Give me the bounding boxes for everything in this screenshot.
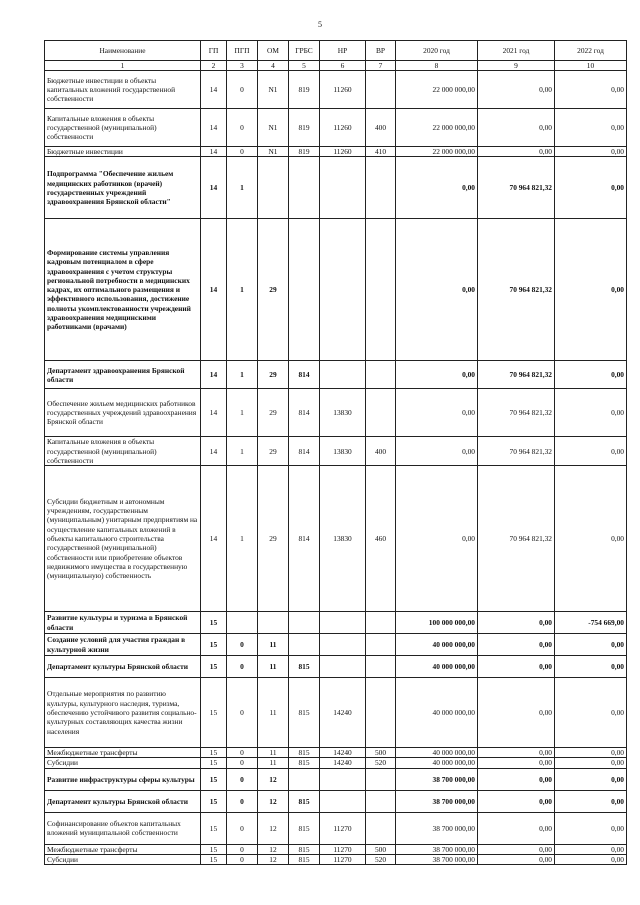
row-om-cell: 12 [258,855,289,865]
row-gp-cell: 15 [201,855,227,865]
row-2022-cell: 0,00 [555,219,627,361]
table-row [45,361,627,389]
row-2021-cell: 0,00 [478,612,555,634]
row-om-cell: 29 [258,437,289,466]
row-vr-cell: 400 [366,437,396,466]
row-nr-cell: 13830 [320,437,366,466]
row-2021-cell: 70 964 821,32 [478,466,555,612]
row-gp-cell: 15 [201,678,227,748]
row-2021-cell: 0,00 [478,768,555,790]
row-nr-cell [320,790,366,812]
table-row [45,678,627,748]
row-om-cell: 29 [258,361,289,389]
row-grbs-cell [289,612,320,634]
row-2021-cell: 70 964 821,32 [478,157,555,219]
row-name-cell: Формирование системы управления кадровым потенциалом в сфере здравоохранения с учетом структуры региональной потребности в медицинских кадрах, их оптимального размещения и эффективного использования, достижение полноты укомплектованности учреждений здравоохранения медицинскими работниками (врачами) [45,219,201,361]
row-name-cell: Обеспечение жильем медицинских работников государственных учреждений здравоохранения Брянской области [45,389,201,437]
row-grbs-cell: 814 [289,437,320,466]
row-gp-cell: 15 [201,634,227,656]
row-vr-cell [366,678,396,748]
row-2021-cell: 70 964 821,32 [478,219,555,361]
col-header-grbs: ГРБС [289,41,320,61]
row-name-cell: Софинансирование объектов капитальных вложений муниципальной собственности [45,812,201,844]
table-row [45,466,627,612]
row-2021-cell: 0,00 [478,634,555,656]
row-name-cell: Межбюджетные трансферты [45,748,201,758]
table-row [45,437,627,466]
row-om-cell: 29 [258,466,289,612]
row-vr-cell [366,71,396,109]
col-number: 1 [45,61,201,71]
row-2020-cell: 38 700 000,00 [396,844,478,854]
row-pgp-cell: 0 [227,758,258,768]
table-row [45,109,627,147]
row-gp-cell: 15 [201,758,227,768]
row-2020-cell: 100 000 000,00 [396,612,478,634]
row-grbs-cell: 815 [289,790,320,812]
row-pgp-cell: 0 [227,855,258,865]
row-2021-cell: 0,00 [478,147,555,157]
row-nr-cell [320,219,366,361]
table-row [45,634,627,656]
row-nr-cell [320,768,366,790]
header-row [45,41,627,61]
row-2020-cell: 40 000 000,00 [396,634,478,656]
row-vr-cell: 500 [366,844,396,854]
row-vr-cell: 400 [366,109,396,147]
table-row [45,147,627,157]
col-header-om: ОМ [258,41,289,61]
row-2022-cell: 0,00 [555,678,627,748]
row-pgp-cell: 0 [227,656,258,678]
row-2021-cell: 0,00 [478,748,555,758]
row-vr-cell [366,656,396,678]
row-om-cell [258,157,289,219]
row-om-cell: 11 [258,678,289,748]
row-2020-cell: 38 700 000,00 [396,768,478,790]
row-name-cell: Развитие культуры и туризма в Брянской области [45,612,201,634]
row-2022-cell: 0,00 [555,790,627,812]
row-vr-cell: 500 [366,748,396,758]
row-gp-cell: 14 [201,147,227,157]
row-name-cell: Межбюджетные трансферты [45,844,201,854]
row-om-cell: 11 [258,748,289,758]
table-row [45,612,627,634]
row-grbs-cell: 815 [289,748,320,758]
row-2021-cell: 70 964 821,32 [478,361,555,389]
row-grbs-cell: 815 [289,855,320,865]
row-2020-cell: 40 000 000,00 [396,748,478,758]
row-2020-cell: 40 000 000,00 [396,758,478,768]
col-number: 3 [227,61,258,71]
row-vr-cell: 460 [366,466,396,612]
row-2022-cell: 0,00 [555,656,627,678]
row-2020-cell: 40 000 000,00 [396,656,478,678]
row-2021-cell: 0,00 [478,758,555,768]
row-nr-cell: 13830 [320,389,366,437]
row-2022-cell: 0,00 [555,389,627,437]
row-om-cell [258,612,289,634]
row-nr-cell [320,634,366,656]
row-om-cell: 29 [258,389,289,437]
row-gp-cell: 14 [201,437,227,466]
col-header-pgp: ПГП [227,41,258,61]
row-vr-cell: 410 [366,147,396,157]
page-number: 5 [318,20,322,29]
row-vr-cell [366,157,396,219]
row-gp-cell: 14 [201,361,227,389]
row-gp-cell: 14 [201,219,227,361]
row-om-cell: 12 [258,844,289,854]
row-pgp-cell: 0 [227,634,258,656]
row-name-cell: Департамент здравоохранения Брянской области [45,361,201,389]
row-pgp-cell: 1 [227,437,258,466]
row-2020-cell: 0,00 [396,157,478,219]
row-grbs-cell: 815 [289,844,320,854]
row-nr-cell [320,157,366,219]
row-vr-cell [366,389,396,437]
table-row [45,768,627,790]
row-nr-cell: 11270 [320,844,366,854]
row-2021-cell: 0,00 [478,790,555,812]
row-grbs-cell: 815 [289,678,320,748]
row-pgp-cell: 0 [227,71,258,109]
row-om-cell: 11 [258,634,289,656]
col-header-gp: ГП [201,41,227,61]
row-grbs-cell [289,768,320,790]
row-2020-cell: 22 000 000,00 [396,109,478,147]
col-number: 4 [258,61,289,71]
row-nr-cell: 11260 [320,71,366,109]
row-2021-cell: 0,00 [478,812,555,844]
row-name-cell: Подпрограмма "Обеспечение жильем медицинских работников (врачей) государственных учреждений здравоохранения Брянской области" [45,157,201,219]
row-name-cell: Создание условий для участия граждан в культурной жизни [45,634,201,656]
row-2022-cell: 0,00 [555,437,627,466]
row-2022-cell: 0,00 [555,758,627,768]
row-name-cell: Субсидии [45,758,201,768]
row-vr-cell: 520 [366,855,396,865]
budget-table [44,40,627,865]
row-gp-cell: 14 [201,157,227,219]
row-pgp-cell: 0 [227,790,258,812]
table-row [45,758,627,768]
col-header-vr: ВР [366,41,396,61]
row-2021-cell: 70 964 821,32 [478,389,555,437]
row-pgp-cell: 0 [227,768,258,790]
row-grbs-cell: 819 [289,147,320,157]
row-om-cell: N1 [258,71,289,109]
row-pgp-cell: 1 [227,219,258,361]
row-nr-cell: 11270 [320,855,366,865]
row-grbs-cell: 819 [289,109,320,147]
row-grbs-cell [289,634,320,656]
row-om-cell: 11 [258,656,289,678]
row-grbs-cell: 814 [289,361,320,389]
row-2020-cell: 22 000 000,00 [396,71,478,109]
row-2021-cell: 0,00 [478,678,555,748]
table-row [45,748,627,758]
row-2022-cell: 0,00 [555,147,627,157]
row-vr-cell [366,812,396,844]
row-2022-cell: 0,00 [555,109,627,147]
row-om-cell: N1 [258,109,289,147]
row-om-cell: 12 [258,790,289,812]
col-header-name: Наименование [45,41,201,61]
row-gp-cell: 15 [201,768,227,790]
row-pgp-cell: 0 [227,678,258,748]
col-number: 8 [396,61,478,71]
row-name-cell: Субсидии бюджетным и автономным учреждениям, государственным (муниципальным) унитарным предприятиям на осуществление капитальных вложений в объекты капитального строительства государственной (муниципальной) собственности или приобретение объектов недвижимого имущества в государственную (муниципальную) собственность [45,466,201,612]
row-nr-cell: 11260 [320,109,366,147]
col-number: 10 [555,61,627,71]
row-pgp-cell: 0 [227,748,258,758]
row-2020-cell: 0,00 [396,389,478,437]
table-row [45,790,627,812]
row-grbs-cell: 815 [289,656,320,678]
row-grbs-cell: 814 [289,466,320,612]
row-2022-cell: 0,00 [555,634,627,656]
row-2022-cell: -754 669,00 [555,612,627,634]
row-grbs-cell [289,219,320,361]
row-2020-cell: 38 700 000,00 [396,855,478,865]
row-grbs-cell: 819 [289,71,320,109]
row-om-cell: 29 [258,219,289,361]
table-row [45,656,627,678]
row-nr-cell: 14240 [320,678,366,748]
row-om-cell: N1 [258,147,289,157]
row-gp-cell: 14 [201,71,227,109]
row-2020-cell: 38 700 000,00 [396,790,478,812]
row-nr-cell [320,656,366,678]
row-nr-cell: 14240 [320,748,366,758]
row-name-cell: Отдельные мероприятия по развитию культуры, культурного наследия, туризма, обеспечению устойчивого развития социально-культурных составляющих качества жизни населения [45,678,201,748]
col-header-2021: 2021 год [478,41,555,61]
row-nr-cell: 14240 [320,758,366,768]
col-number: 7 [366,61,396,71]
row-2020-cell: 0,00 [396,466,478,612]
row-vr-cell [366,361,396,389]
row-2022-cell: 0,00 [555,855,627,865]
row-nr-cell: 13830 [320,466,366,612]
row-gp-cell: 15 [201,656,227,678]
row-gp-cell: 15 [201,844,227,854]
row-pgp-cell: 0 [227,812,258,844]
row-2022-cell: 0,00 [555,812,627,844]
row-nr-cell [320,612,366,634]
column-number-row [45,61,627,71]
row-nr-cell: 11260 [320,147,366,157]
row-vr-cell [366,219,396,361]
row-2020-cell: 22 000 000,00 [396,147,478,157]
table-row [45,844,627,854]
col-number: 6 [320,61,366,71]
row-2022-cell: 0,00 [555,748,627,758]
row-name-cell: Департамент культуры Брянской области [45,790,201,812]
row-name-cell: Бюджетные инвестиции [45,147,201,157]
col-number: 2 [201,61,227,71]
row-gp-cell: 14 [201,109,227,147]
row-grbs-cell [289,157,320,219]
row-2022-cell: 0,00 [555,844,627,854]
col-number: 5 [289,61,320,71]
row-2020-cell: 0,00 [396,437,478,466]
row-vr-cell: 520 [366,758,396,768]
row-2021-cell: 0,00 [478,109,555,147]
row-grbs-cell: 815 [289,758,320,768]
row-nr-cell [320,361,366,389]
row-grbs-cell: 815 [289,812,320,844]
row-pgp-cell: 0 [227,109,258,147]
row-grbs-cell: 814 [289,389,320,437]
row-name-cell: Департамент культуры Брянской области [45,656,201,678]
col-header-nr: НР [320,41,366,61]
table-row [45,157,627,219]
row-2021-cell: 0,00 [478,656,555,678]
row-name-cell: Капитальные вложения в объекты государственной (муниципальной) собственности [45,437,201,466]
row-pgp-cell: 1 [227,466,258,612]
row-name-cell: Капитальные вложения в объекты государственной (муниципальной) собственности [45,109,201,147]
row-2022-cell: 0,00 [555,361,627,389]
table-row [45,389,627,437]
row-2020-cell: 40 000 000,00 [396,678,478,748]
table-row [45,219,627,361]
row-2020-cell: 0,00 [396,361,478,389]
row-pgp-cell [227,612,258,634]
table-row [45,71,627,109]
row-gp-cell: 14 [201,389,227,437]
row-om-cell: 12 [258,812,289,844]
row-vr-cell [366,634,396,656]
row-vr-cell [366,768,396,790]
row-gp-cell: 14 [201,466,227,612]
row-pgp-cell: 1 [227,157,258,219]
col-header-2022: 2022 год [555,41,627,61]
row-gp-cell: 15 [201,612,227,634]
row-2022-cell: 0,00 [555,466,627,612]
table-row [45,855,627,865]
row-2021-cell: 70 964 821,32 [478,437,555,466]
row-pgp-cell: 1 [227,389,258,437]
row-2021-cell: 0,00 [478,855,555,865]
row-pgp-cell: 1 [227,361,258,389]
row-2020-cell: 0,00 [396,219,478,361]
row-vr-cell [366,790,396,812]
row-gp-cell: 15 [201,748,227,758]
row-gp-cell: 15 [201,790,227,812]
row-name-cell: Развитие инфраструктуры сферы культуры [45,768,201,790]
row-vr-cell [366,612,396,634]
row-2021-cell: 0,00 [478,71,555,109]
row-2020-cell: 38 700 000,00 [396,812,478,844]
table-row [45,812,627,844]
col-header-2020: 2020 год [396,41,478,61]
row-gp-cell: 15 [201,812,227,844]
row-pgp-cell: 0 [227,147,258,157]
row-2022-cell: 0,00 [555,768,627,790]
table-body [45,71,627,865]
row-name-cell: Бюджетные инвестиции в объекты капитальных вложений государственной собственности [45,71,201,109]
row-2022-cell: 0,00 [555,71,627,109]
row-om-cell: 12 [258,768,289,790]
row-om-cell: 11 [258,758,289,768]
col-number: 9 [478,61,555,71]
row-2021-cell: 0,00 [478,844,555,854]
row-pgp-cell: 0 [227,844,258,854]
row-name-cell: Субсидии [45,855,201,865]
row-2022-cell: 0,00 [555,157,627,219]
row-nr-cell: 11270 [320,812,366,844]
